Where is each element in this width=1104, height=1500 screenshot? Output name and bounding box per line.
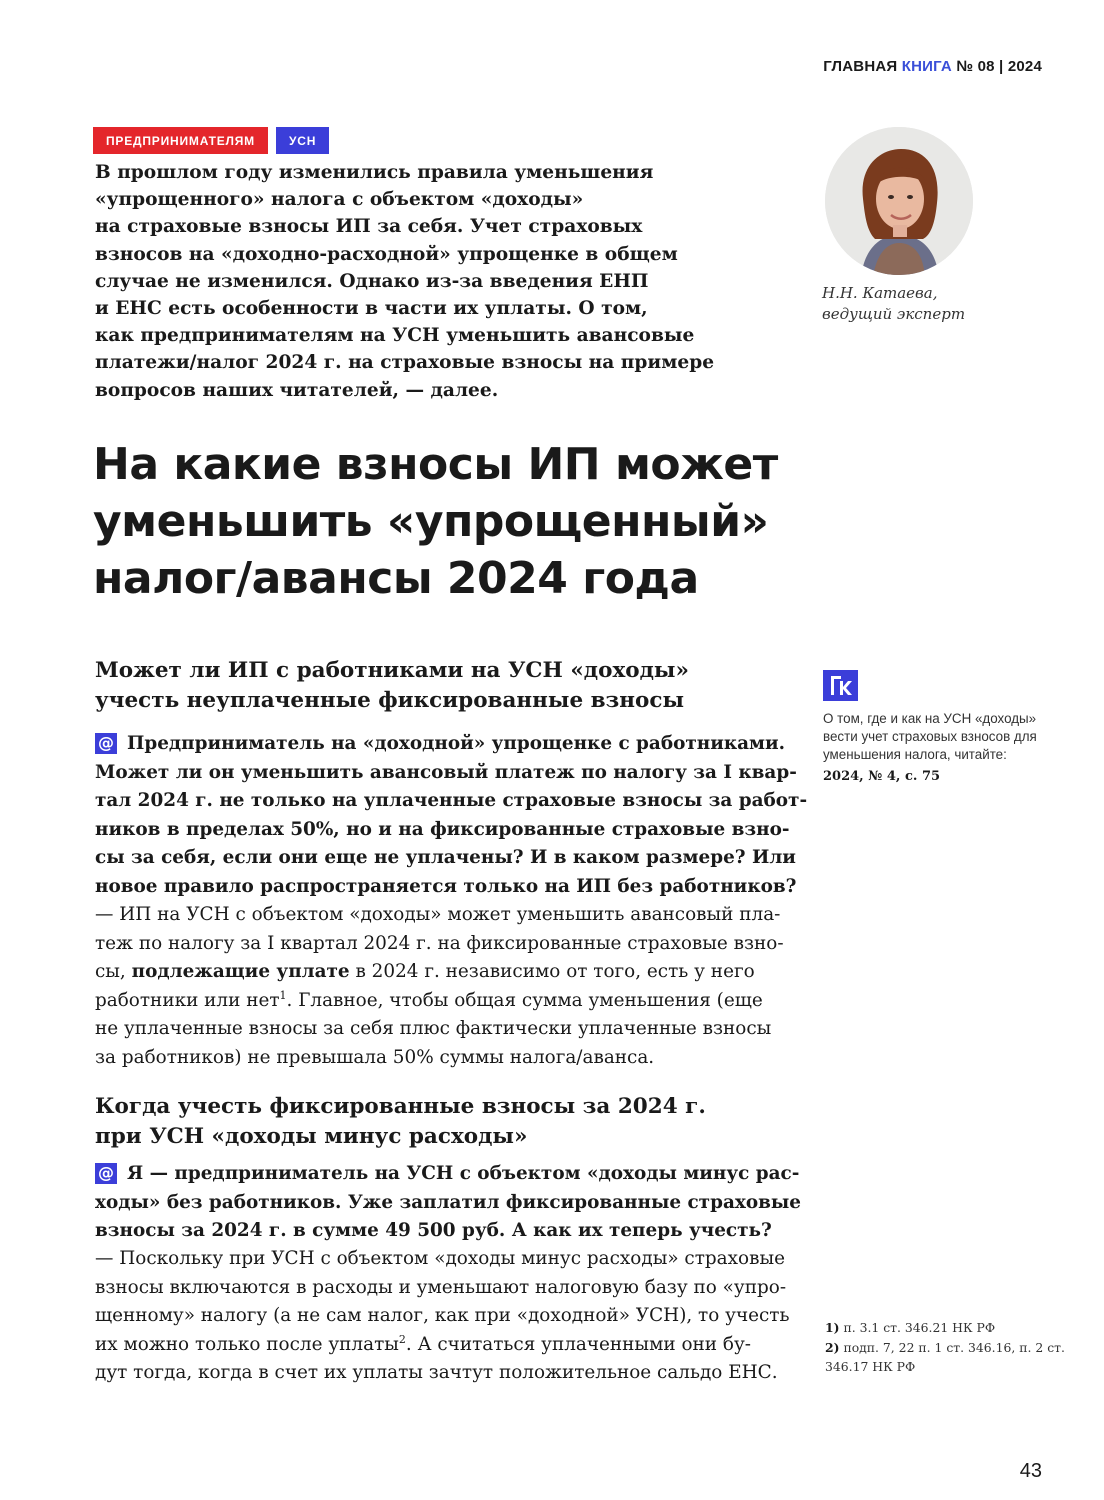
answer-line: — ИП на УСН с объектом «доходы» может уменьшить авансовый пла- bbox=[95, 904, 781, 925]
footnote-ref: 1 bbox=[279, 988, 287, 1002]
question-line: ходы» без работников. Уже заплатил фиксированные страховые bbox=[95, 1191, 802, 1213]
footnote bbox=[825, 1338, 1065, 1377]
tag-entrepreneurs: ПРЕДПРИНИМАТЕЛЯМ bbox=[93, 127, 268, 154]
answer-line: — Поскольку при УСН с объектом «доходы минус расходы» страховые bbox=[95, 1248, 785, 1269]
magazine-name: ГЛАВНАЯ bbox=[823, 58, 898, 75]
heading-line: при УСН «доходы минус расходы» bbox=[95, 1124, 528, 1149]
sidebar-note bbox=[823, 710, 1063, 786]
section2-question bbox=[95, 1160, 802, 1246]
section2-answer bbox=[95, 1245, 790, 1388]
author-photo bbox=[825, 127, 973, 275]
heading-line: Может ли ИП с работниками на УСН «доходы» bbox=[95, 658, 689, 683]
section1-answer bbox=[95, 901, 785, 1073]
answer-line: дут тогда, когда в счет их уплаты зачтут положительное сальдо ЕНС. bbox=[95, 1362, 778, 1384]
author-portrait-illustration bbox=[825, 127, 973, 275]
answer-line: за работников) не превышала 50% суммы налога/аванса. bbox=[95, 1046, 655, 1068]
question-text: Предприниматель на «доходной» упрощенке с работниками. bbox=[127, 733, 786, 754]
answer-text: их можно только после уплаты bbox=[95, 1333, 399, 1355]
answer-text: в 2024 г. независимо от того, есть у него bbox=[349, 961, 755, 983]
title-line: уменьшить «упрощенный» bbox=[93, 496, 769, 547]
question-line bbox=[95, 730, 785, 759]
question-at-icon: @ bbox=[95, 733, 117, 754]
question-line: взносы за 2024 г. в сумме 49 500 руб. А как их теперь учесть? bbox=[95, 1220, 772, 1242]
answer-text: сы, bbox=[95, 961, 132, 983]
gk-logo-glyph bbox=[823, 670, 858, 701]
author-name: Н.Н. Катаева, bbox=[822, 284, 938, 302]
footnote-number: 1) bbox=[825, 1320, 840, 1335]
article-title bbox=[93, 436, 893, 607]
lead-line: случае не изменился. Однако из-за введения ЕНП bbox=[95, 270, 649, 292]
magazine-name-accent: КНИГА bbox=[901, 58, 952, 75]
answer-text: . А считаться уплаченными они бу- bbox=[405, 1333, 752, 1355]
author-caption bbox=[822, 283, 965, 325]
lead-line: «упрощенного» налога с объектом «доходы» bbox=[95, 189, 584, 211]
footnote-ref: 2 bbox=[398, 1332, 406, 1346]
lead-line: на страховые взносы ИП за себя. Учет страховых bbox=[95, 216, 643, 238]
footnotes bbox=[825, 1318, 1065, 1377]
lead-line: вопросов наших читателей, — далее. bbox=[95, 379, 499, 401]
lead-line: платежи/налог 2024 г. на страховые взносы на примере bbox=[95, 352, 715, 374]
question-line: новое правило распространяется только на ИП без работников? bbox=[95, 875, 797, 897]
sidebar-reference: 2024, № 4, с. 75 bbox=[823, 769, 941, 784]
rubric-tags bbox=[93, 127, 329, 154]
footnote-text: п. 3.1 ст. 346.21 НК РФ bbox=[843, 1320, 996, 1335]
answer-text: . Главное, чтобы общая сумма уменьшения (еще bbox=[286, 989, 763, 1011]
sidebar-note-text: О том, где и как на УСН «доходы» вести учет страховых взносов для уменьшения налога, читайте: bbox=[823, 711, 1037, 762]
footnote bbox=[825, 1318, 1065, 1338]
lead-line: как предпринимателям на УСН уменьшить авансовые bbox=[95, 325, 695, 347]
question-text: Я — предприниматель на УСН с объектом «доходы минус рас- bbox=[127, 1163, 800, 1184]
tag-usn: УСН bbox=[276, 127, 329, 154]
section1-heading bbox=[95, 656, 689, 716]
gk-logo-icon bbox=[823, 670, 858, 701]
title-line: На какие взносы ИП может bbox=[93, 439, 778, 490]
title-line: налог/авансы 2024 года bbox=[93, 553, 699, 604]
answer-line bbox=[95, 958, 785, 987]
footnote-number: 2) bbox=[825, 1339, 840, 1355]
question-line: ников в пределах 50%, но и на фиксированные страховые взно- bbox=[95, 818, 790, 840]
magazine-masthead bbox=[823, 58, 1042, 75]
issue-number: № 08 | 2024 bbox=[956, 58, 1042, 75]
section1-question bbox=[95, 730, 808, 902]
lead-line: В прошлом году изменились правила уменьшения bbox=[95, 162, 654, 183]
question-line: сы за себя, если они еще не уплачены? И в каком размере? Или bbox=[95, 847, 796, 869]
answer-line bbox=[95, 987, 785, 1016]
answer-emphasis: подлежащие уплате bbox=[131, 961, 350, 983]
answer-line: взносы включаются в расходы и уменьшают налоговую базу по «упро- bbox=[95, 1276, 787, 1298]
heading-line: Когда учесть фиксированные взносы за 2024 г. bbox=[95, 1094, 706, 1119]
lead-line: взносов на «доходно-расходной» упрощенке в общем bbox=[95, 243, 678, 265]
question-line: Может ли он уменьшить авансовый платеж по налогу за I квар- bbox=[95, 761, 797, 783]
page-number: 43 bbox=[1019, 1460, 1042, 1482]
footnote-text: подп. 7, 22 п. 1 ст. 346.16, п. 2 ст. 346.17 НК РФ bbox=[825, 1339, 1065, 1374]
question-at-icon: @ bbox=[95, 1163, 117, 1184]
author-role: ведущий эксперт bbox=[822, 305, 966, 323]
answer-line: не уплаченные взносы за себя плюс фактически уплаченные взносы bbox=[95, 1018, 772, 1040]
heading-line: учесть неуплаченные фиксированные взносы bbox=[95, 688, 684, 713]
question-line bbox=[95, 1160, 800, 1189]
lead-line: и ЕНС есть особенности в части их уплаты. О том, bbox=[95, 298, 648, 320]
answer-line bbox=[95, 1331, 785, 1360]
answer-line: щенному» налогу (а не сам налог, как при «доходной» УСН), то учесть bbox=[95, 1305, 790, 1327]
question-line: тал 2024 г. не только на уплаченные страховые взносы за работ- bbox=[95, 790, 808, 812]
answer-text: работники или нет bbox=[95, 989, 280, 1011]
lead-paragraph bbox=[95, 159, 795, 404]
answer-line: теж по налогу за I квартал 2024 г. на фиксированные страховые взно- bbox=[95, 932, 784, 954]
section2-heading bbox=[95, 1092, 706, 1152]
